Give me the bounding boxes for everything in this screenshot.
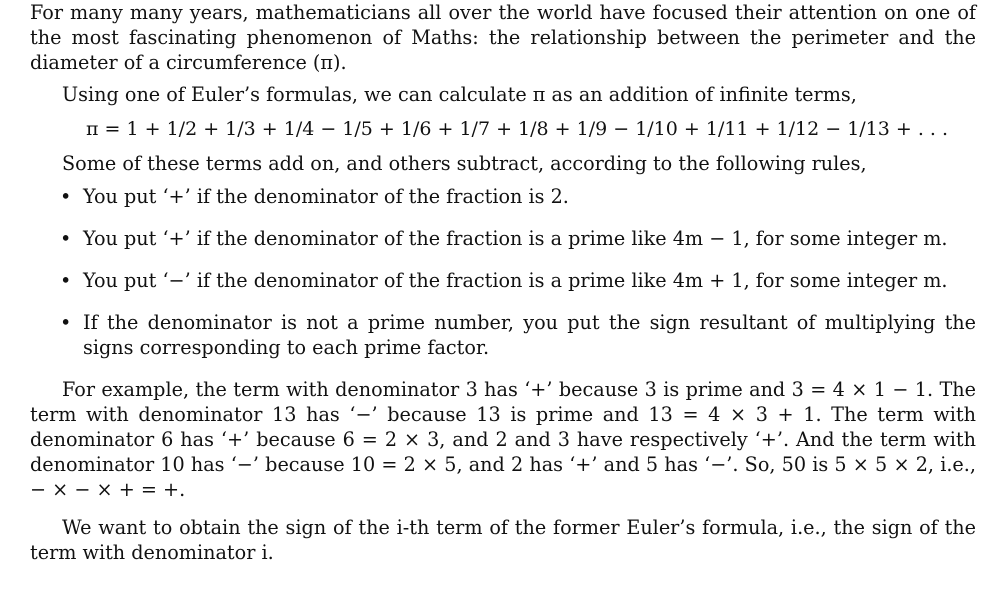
intro-paragraph: For many many years, mathematicians all over the world have focused their attention on one of the most fascinating phenomenon of Maths: the relationship between the perimeter and the diameter of a circumference (π).: [30, 1, 976, 74]
euler-intro-paragraph: Using one of Euler’s formulas, we can calculate π as an addition of infinite terms,: [62, 83, 857, 106]
rules-intro-paragraph: Some of these terms add on, and others subtract, according to the following rules,: [62, 152, 867, 175]
rule-text: You put ‘+’ if the denominator of the fraction is a prime like 4m − 1, for some integer m.: [83, 227, 948, 250]
example-paragraph: For example, the term with denominator 3 has ‘+’ because 3 is prime and 3 = 4 × 1 − 1. The term with denominator 13 has ‘−’ because 13 is prime and 13 = 4 × 3 + 1. The term with denominator 6 has ‘+’ because 6 = 2 × 3, and 2 and 3 have respectively ‘+’. And the term with denominator 10 has ‘−’ because 10 = 2 × 5, and 2 has ‘+’ and 5 has ‘−’. So, 50 is 5 × 5 × 2, i.e., − × − × + = +.: [30, 378, 976, 501]
rules-list: [30, 184, 976, 360]
rule-text: You put ‘−’ if the denominator of the fraction is a prime like 4m + 1, for some integer m.: [83, 269, 948, 292]
list-item: [30, 184, 976, 209]
list-item: [30, 268, 976, 293]
list-item: [30, 226, 976, 251]
bullet-icon: •: [60, 311, 72, 334]
bullet-icon: •: [60, 227, 72, 250]
goal-paragraph: We want to obtain the sign of the i-th term of the former Euler’s formula, i.e., the sign of the term with denominator i.: [30, 516, 976, 564]
rule-text: If the denominator is not a prime number, you put the sign resultant of multiplying the signs corresponding to each prime factor.: [83, 311, 976, 359]
list-item: [30, 310, 976, 360]
bullet-icon: •: [60, 269, 72, 292]
bullet-icon: •: [60, 185, 72, 208]
rule-text: You put ‘+’ if the denominator of the fraction is 2.: [83, 185, 569, 208]
euler-formula: π = 1 + 1/2 + 1/3 + 1/4 − 1/5 + 1/6 + 1/7 + 1/8 + 1/9 − 1/10 + 1/11 + 1/12 − 1/13 + . . .: [86, 118, 949, 140]
